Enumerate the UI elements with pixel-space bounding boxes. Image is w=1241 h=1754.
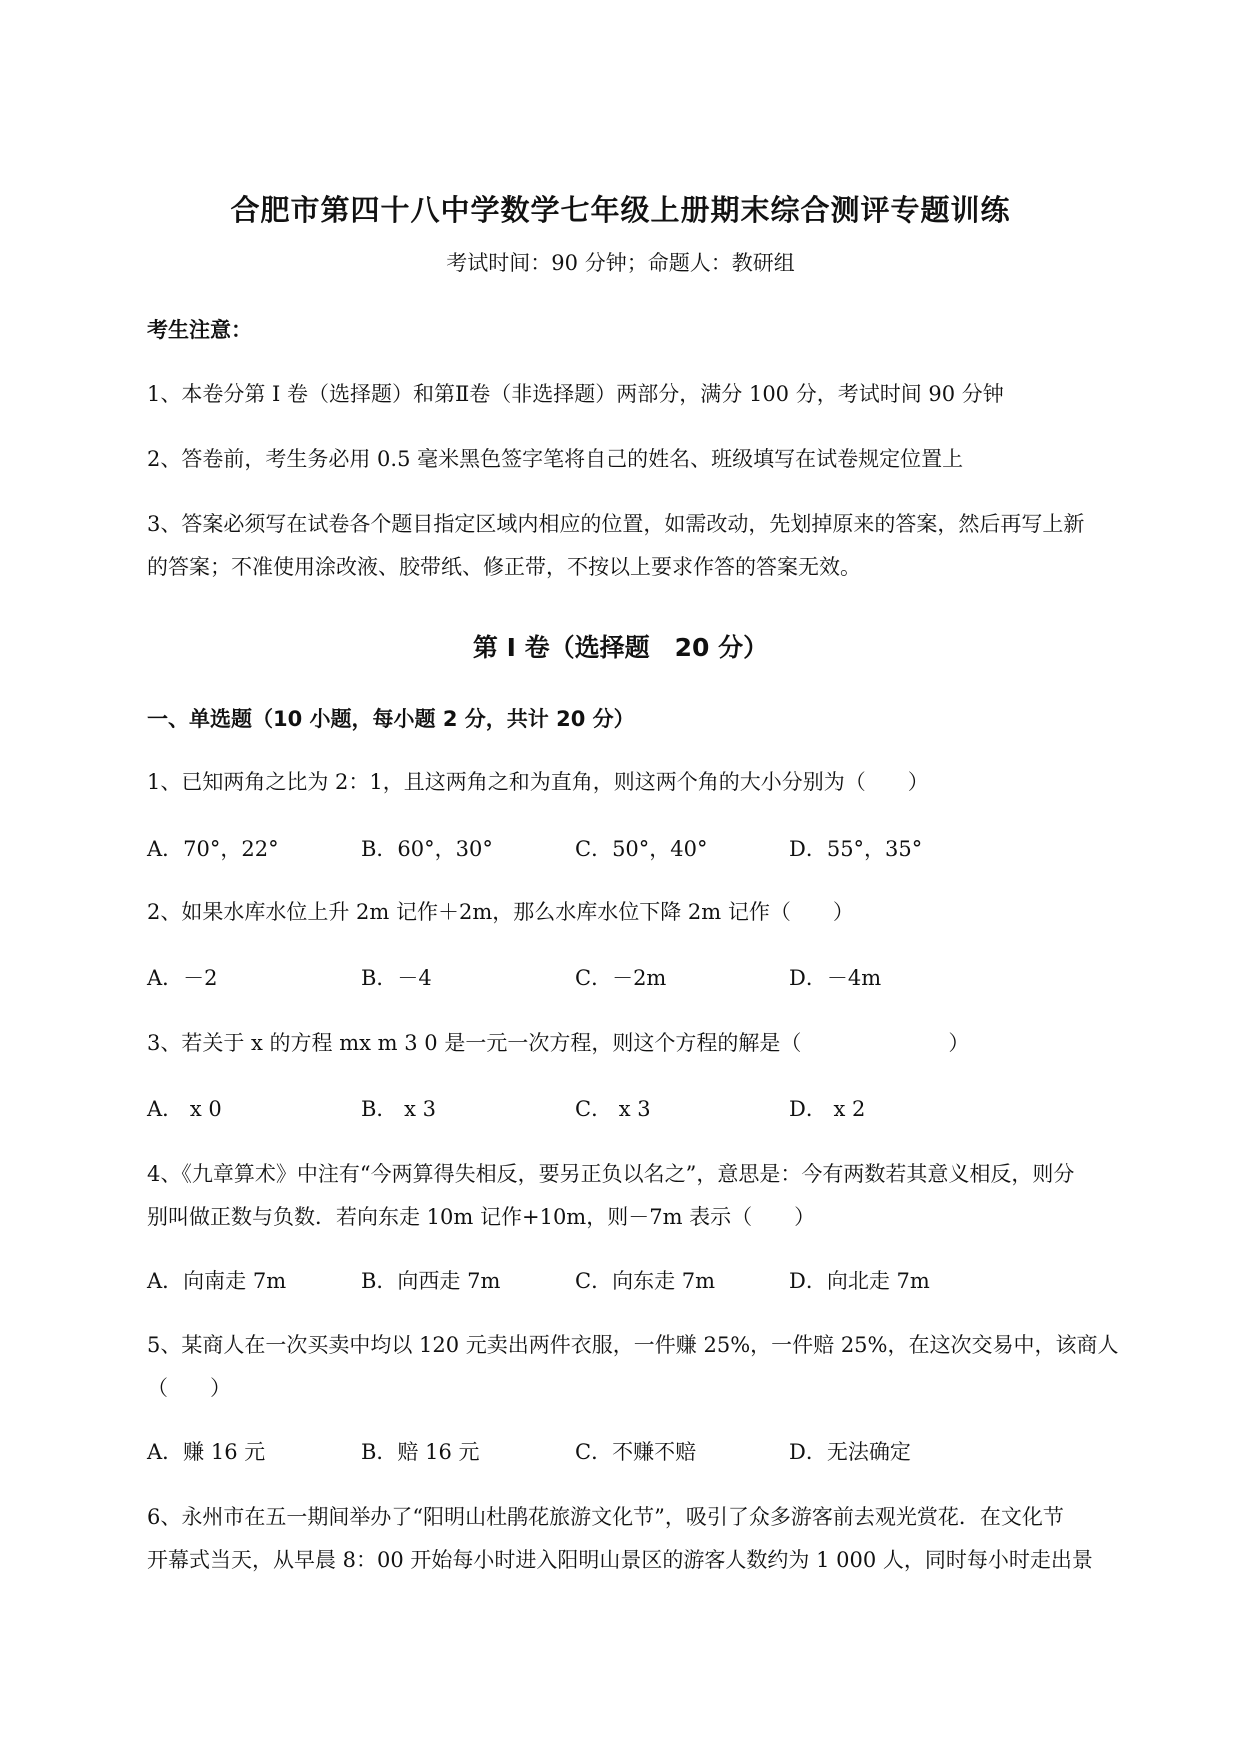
question-3-option-a[interactable]: A． x 0: [147, 1097, 222, 1121]
question-5-text: （ ）: [147, 1376, 231, 1400]
question-3-text: 3、若关于 x 的方程 mx m 3 0 是一元一次方程，则这个方程的解是（ ）: [147, 1031, 970, 1055]
question-4-option-b[interactable]: B．向西走 7m: [361, 1269, 501, 1293]
question-1-option-a[interactable]: A．70°，22°: [147, 837, 279, 861]
question-4-option-a[interactable]: A．向南走 7m: [147, 1269, 287, 1293]
question-3-option-b[interactable]: B． x 3: [361, 1097, 436, 1121]
question-6-text: 6、永州市在五一期间举办了“阳明山杜鹃花旅游文化节”，吸引了众多游客前去观光赏花．在文化节: [147, 1505, 1064, 1529]
notice-item: 3、答案必须写在试卷各个题目指定区域内相应的位置，如需改动，先划掉原来的答案，然后再写上新: [147, 512, 1085, 536]
part-heading: 一、单选题（10 小题，每小题 2 分，共计 20 分）: [147, 707, 635, 731]
notice-item: 1、本卷分第 I 卷（选择题）和第Ⅱ卷（非选择题）两部分，满分 100 分，考试时间 90 分钟: [147, 382, 1004, 406]
question-4-text: 4、《九章算术》中注有“今两算得失相反，要另正负以名之”，意思是：今有两数若其意义相反，则分: [147, 1162, 1075, 1186]
question-2-text: 2、如果水库水位上升 2m 记作＋2m，那么水库水位下降 2m 记作（ ）: [147, 900, 854, 924]
notice-heading: 考生注意：: [147, 318, 252, 342]
question-3-option-c[interactable]: C． x 3: [575, 1097, 651, 1121]
question-6-text: 开幕式当天，从早晨 8：00 开始每小时进入阳明山景区的游客人数约为 1 000 人，同时每小时走出景: [147, 1548, 1093, 1572]
page-title: 合肥市第四十八中学数学七年级上册期末综合测评专题训练: [230, 193, 1011, 227]
question-1-option-b[interactable]: B．60°，30°: [361, 837, 493, 861]
question-2-option-b[interactable]: B．－4: [361, 966, 432, 990]
question-5-text: 5、某商人在一次买卖中均以 120 元卖出两件衣服，一件赚 25%，一件赔 25%，在这次交易中，该商人: [147, 1333, 1119, 1357]
section-title: 第 I 卷（选择题 20 分）: [472, 633, 769, 662]
question-3-option-d[interactable]: D． x 2: [789, 1097, 866, 1121]
question-1-text: 1、已知两角之比为 2：1，且这两角之和为直角，则这两个角的大小分别为（ ）: [147, 770, 929, 794]
question-4-text: 别叫做正数与负数．若向东走 10m 记作+10m，则－7m 表示（ ）: [147, 1205, 816, 1229]
question-4-option-d[interactable]: D．向北走 7m: [789, 1269, 930, 1293]
question-2-option-a[interactable]: A．－2: [147, 966, 218, 990]
notice-item: 的答案；不准使用涂改液、胶带纸、修正带，不按以上要求作答的答案无效。: [147, 555, 861, 579]
question-5-option-b[interactable]: B．赔 16 元: [361, 1440, 480, 1464]
question-5-option-c[interactable]: C．不赚不赔: [575, 1440, 697, 1464]
question-5-option-d[interactable]: D．无法确定: [789, 1440, 911, 1464]
exam-info: 考试时间：90 分钟；命题人：教研组: [446, 251, 795, 275]
notice-item: 2、答卷前，考生务必用 0.5 毫米黑色签字笔将自己的姓名、班级填写在试卷规定位置上: [147, 447, 964, 471]
question-1-option-c[interactable]: C．50°，40°: [575, 837, 708, 861]
question-2-option-d[interactable]: D．－4m: [789, 966, 882, 990]
question-4-option-c[interactable]: C．向东走 7m: [575, 1269, 716, 1293]
question-5-option-a[interactable]: A．赚 16 元: [147, 1440, 266, 1464]
question-2-option-c[interactable]: C．－2m: [575, 966, 667, 990]
question-1-option-d[interactable]: D．55°，35°: [789, 837, 923, 861]
